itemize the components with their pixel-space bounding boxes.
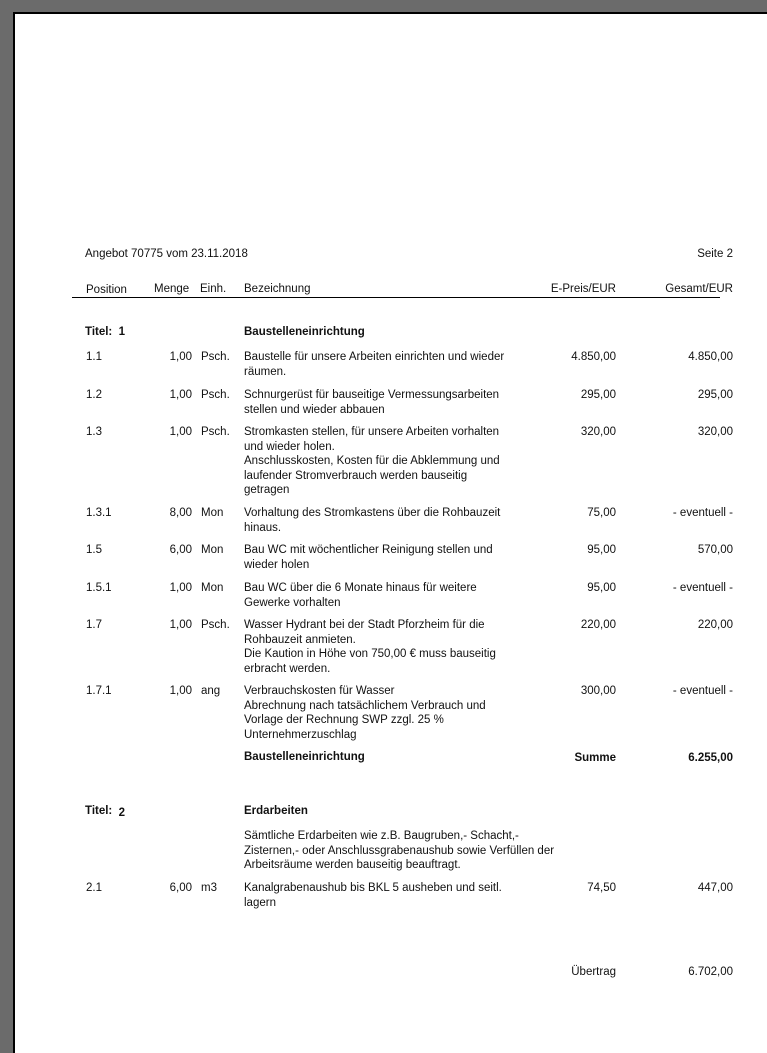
item-description-line: Wasser Hydrant bei der Stadt Pforzheim für die [244, 619, 485, 631]
item-description-line: hinaus. [244, 521, 282, 534]
item-quantity: 1,00 [169, 351, 192, 363]
item-description-line: wieder holen [244, 558, 310, 571]
item-description-line: Stromkasten stellen, für unsere Arbeiten vorhalten [244, 426, 500, 438]
title-2-intro: Sämtliche Erdarbeiten wie z.B. Baugruben,- Schacht,- Zisternen,- oder Anschlussgrabenaushub sowie Verfüllen der Arbeitsräume werden bauseitig beauftragt. [244, 830, 555, 871]
title-1-sum-value: 6.255,00 [688, 752, 733, 764]
item-position: 1.5.1 [86, 582, 112, 594]
item-total: 220,00 [697, 619, 733, 631]
col-quantity: Menge [154, 283, 190, 295]
item-description-line: Schnurgerüst für bauseitige Vermessungsarbeiten [244, 389, 500, 401]
item-unit-price: 95,00 [587, 544, 616, 556]
title-label: Titel: [85, 805, 113, 817]
col-total: Gesamt/EUR [665, 283, 733, 295]
item-unit: m3 [201, 882, 217, 894]
item-position: 1.3 [86, 426, 102, 438]
title-number: 1 [118, 326, 126, 338]
item-description-line: lagern [244, 896, 276, 909]
item-description-line: Abrechnung nach tatsächlichem Verbrauch und [244, 699, 486, 712]
title-1-name: Baustelleneinrichtung [244, 326, 365, 338]
carryover-value: 6.702,00 [688, 966, 733, 978]
item-description-line: Vorhaltung des Stromkastens über die Rohbauzeit [244, 507, 501, 519]
item-quantity: 6,00 [169, 544, 192, 556]
item-position: 1.1 [86, 351, 102, 363]
title-1-label [85, 325, 125, 340]
item-total: - eventuell - [672, 507, 733, 519]
item-position: 1.2 [86, 389, 102, 401]
item-unit: Psch. [201, 351, 230, 363]
item-total: 570,00 [697, 544, 733, 556]
title-2-label [85, 804, 125, 819]
item-unit-price: 95,00 [587, 582, 616, 594]
title-number: 2 [118, 807, 126, 819]
col-unit: Einh. [200, 283, 227, 295]
item-position: 1.3.1 [86, 507, 112, 519]
item-quantity: 1,00 [169, 619, 192, 631]
item-unit: Psch. [201, 619, 230, 631]
item-unit-price: 320,00 [580, 426, 616, 438]
item-unit: Mon [201, 582, 224, 594]
item-unit-price: 300,00 [580, 685, 616, 697]
item-total: 295,00 [697, 389, 733, 401]
item-unit: Psch. [201, 389, 230, 401]
title-label: Titel: [85, 326, 113, 338]
item-quantity: 6,00 [169, 882, 192, 894]
item-description-line: räumen. [244, 365, 287, 378]
item-description-line: getragen [244, 484, 290, 496]
item-description-line: Kanalgrabenaushub bis BKL 5 ausheben und seitl. [244, 882, 502, 894]
item-description-line: Bau WC mit wöchentlicher Reinigung stellen und [244, 544, 493, 556]
item-quantity: 1,00 [169, 389, 192, 401]
item-quantity: 8,00 [169, 507, 192, 519]
item-description-line: stellen und wieder abbauen [244, 403, 385, 416]
item-description-line: Unternehmerzuschlag [244, 728, 357, 741]
page-number: Seite 2 [697, 248, 733, 260]
title-2-name: Erdarbeiten [244, 805, 308, 817]
item-total: 320,00 [697, 426, 733, 438]
item-position: 2.1 [86, 882, 102, 894]
item-unit-price: 295,00 [580, 389, 616, 401]
title-1-sum-name: Baustelleneinrichtung [244, 751, 365, 763]
item-quantity: 1,00 [169, 582, 192, 594]
item-total: - eventuell - [672, 685, 733, 697]
item-position: 1.7 [86, 619, 102, 631]
item-unit: Psch. [201, 426, 230, 438]
item-unit-price: 74,50 [587, 882, 616, 894]
item-description-line: Anschlusskosten, Kosten für die Abklemmung und [244, 455, 500, 467]
title-1-sum-label: Summe [574, 752, 616, 764]
item-position: 1.5 [86, 544, 102, 556]
item-unit-price: 220,00 [580, 619, 616, 631]
item-total: 4.850,00 [688, 351, 733, 363]
item-unit-price: 4.850,00 [571, 351, 616, 363]
item-unit: Mon [201, 507, 224, 519]
item-description-line: Rohbauzeit anmieten. [244, 633, 356, 646]
item-description-line: und wieder holen. [244, 440, 335, 453]
item-position: 1.7.1 [86, 685, 112, 697]
header-rule [72, 297, 720, 298]
item-description-line: Vorlage der Rechnung SWP zzgl. 25 % [244, 714, 444, 726]
item-description-line: Die Kaution in Höhe von 750,00 € muss bauseitig [244, 648, 496, 660]
item-description-line: Verbrauchskosten für Wasser [244, 685, 395, 697]
item-total: - eventuell - [672, 582, 733, 594]
item-description-line: Bau WC über die 6 Monate hinaus für weitere [244, 582, 477, 594]
item-description-line: erbracht werden. [244, 662, 331, 675]
item-unit: Mon [201, 544, 224, 556]
item-description-line: laufender Stromverbrauch werden bauseitig [244, 469, 468, 482]
item-description-line: Baustelle für unsere Arbeiten einrichten und wieder [244, 351, 505, 363]
offer-header: Angebot 70775 vom 23.11.2018 [85, 248, 248, 260]
item-unit: ang [201, 685, 221, 697]
item-description-line: Gewerke vorhalten [244, 596, 341, 609]
item-unit-price: 75,00 [587, 507, 616, 519]
item-quantity: 1,00 [169, 685, 192, 697]
item-quantity: 1,00 [169, 426, 192, 438]
item-total: 447,00 [697, 882, 733, 894]
col-unit-price: E-Preis/EUR [550, 283, 616, 295]
col-description: Bezeichnung [244, 283, 311, 295]
document-page [13, 12, 767, 1053]
carryover-label: Übertrag [571, 966, 616, 978]
col-position: Position [86, 284, 127, 296]
